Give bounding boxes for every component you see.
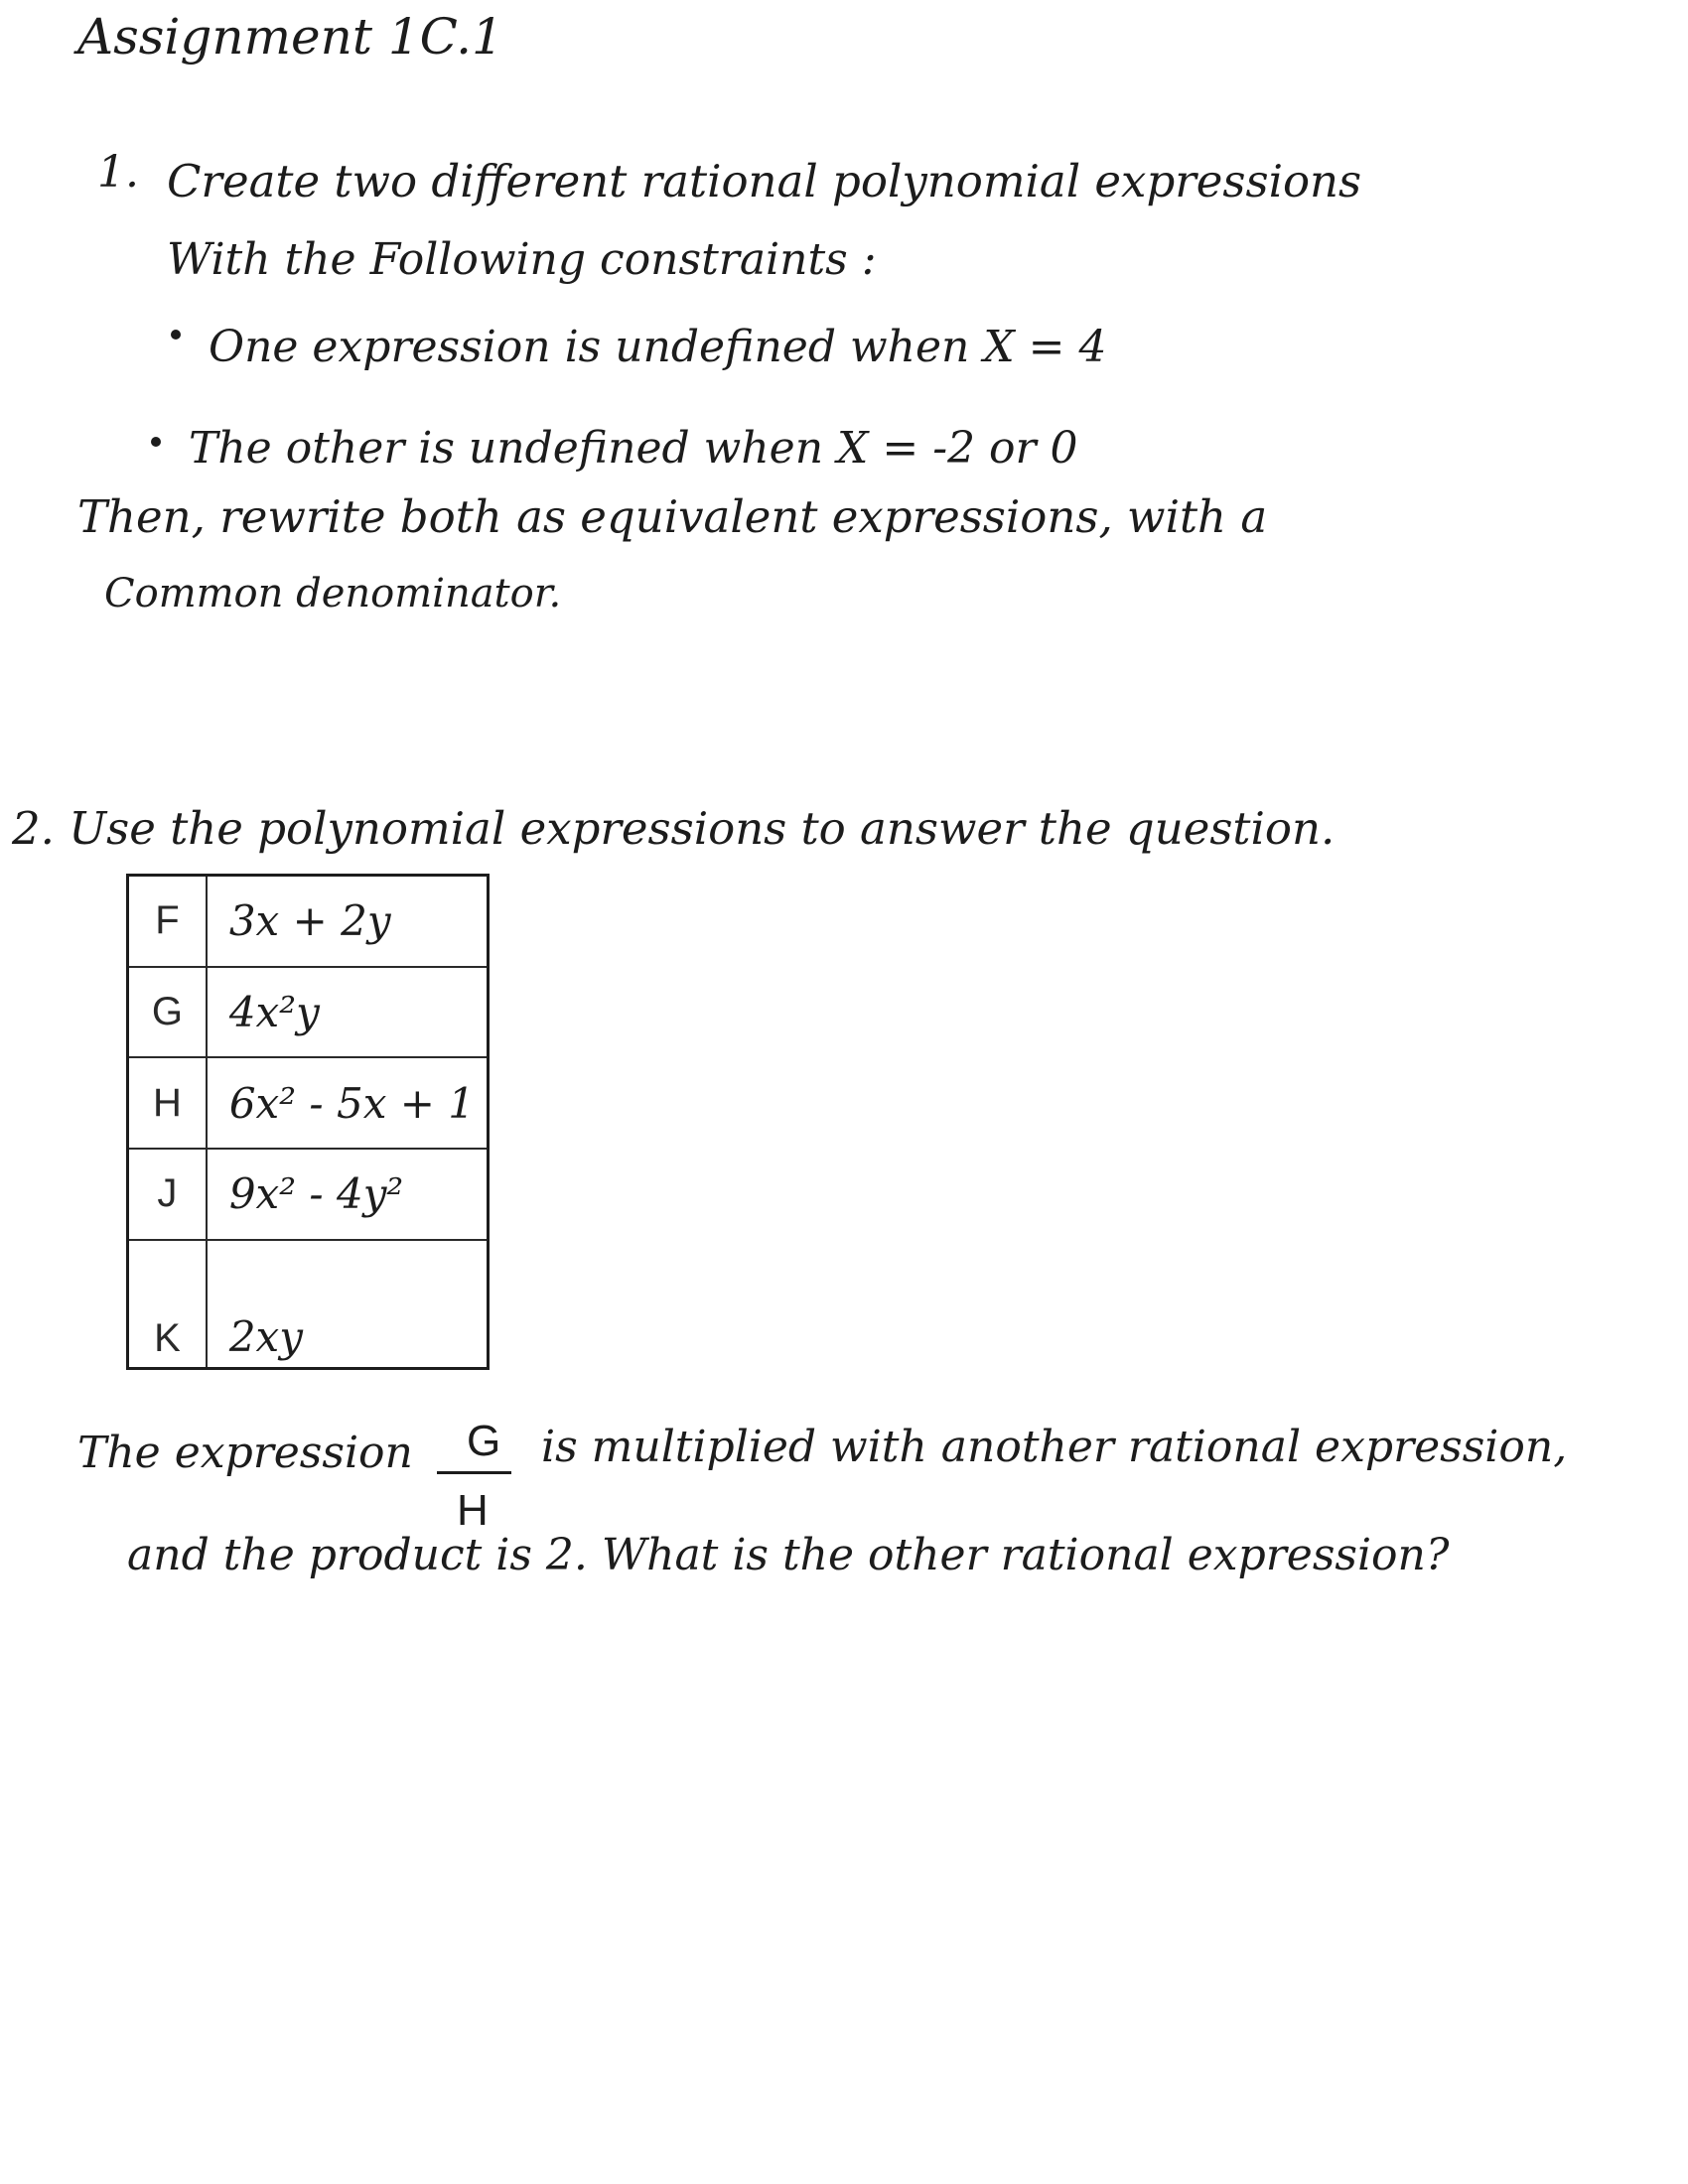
row-letter: G: [128, 967, 207, 1058]
statement-line-2: and the product is 2. What is the other rational expression?: [127, 1530, 1450, 1580]
fraction-bar: [437, 1471, 511, 1474]
polynomial-table: [126, 874, 490, 1370]
q1-bullet-2: The other is undefined when X = -2 or 0: [189, 423, 1078, 474]
q1-line-6: Common denominator.: [104, 571, 562, 616]
q2-prompt: 2. Use the polynomial expressions to answer the question.: [12, 802, 1336, 855]
q1-line-1: Create two different rational polynomial expressions: [167, 155, 1362, 207]
row-letter: H: [128, 1057, 207, 1149]
table-row: [128, 1240, 489, 1369]
q1-number: 1.: [97, 147, 139, 198]
row-letter: F: [128, 876, 207, 967]
bullet-1: [171, 330, 181, 340]
fraction-denominator: H: [457, 1486, 489, 1535]
q1-bullet-1: One expression is undefined when X = 4: [209, 322, 1107, 372]
q1-line-5: Then, rewrite both as equivalent expressions, with a: [77, 490, 1268, 543]
table-row: [128, 1057, 489, 1149]
table-row: [128, 967, 489, 1058]
row-letter: J: [128, 1149, 207, 1240]
statement-start: The expression: [77, 1428, 413, 1478]
statement-end: is multiplied with another rational expression,: [541, 1422, 1568, 1472]
bullet-2: [151, 437, 161, 447]
table-row: [128, 876, 489, 967]
row-letter: K: [128, 1240, 207, 1369]
row-expression: 9x² - 4y²: [207, 1149, 489, 1240]
row-expression: 3x + 2y: [207, 876, 489, 967]
assignment-title: Assignment 1C.1: [77, 8, 503, 66]
q1-line-2: With the Following constraints :: [167, 234, 877, 285]
fraction-numerator: G: [467, 1417, 501, 1465]
row-expression: 2xy: [207, 1240, 489, 1369]
table-row: [128, 1149, 489, 1240]
row-expression: 4x²y: [207, 967, 489, 1058]
row-expression: 6x² - 5x + 1: [207, 1057, 489, 1149]
